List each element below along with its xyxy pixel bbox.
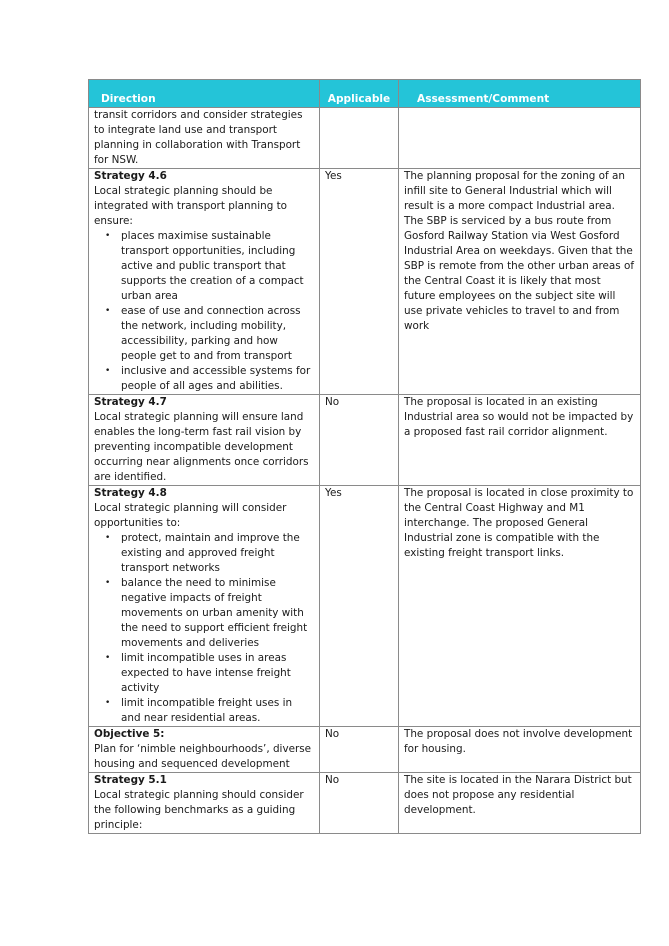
list-item-text: places maximise sustainable transport opportunities, including active and public transport that supports the creation of a compact urban area bbox=[121, 230, 304, 302]
list-item bbox=[105, 531, 314, 576]
strategy-intro: Local strategic planning will consider opportunities to: bbox=[94, 502, 287, 529]
strategy-title: Strategy 4.6 bbox=[94, 170, 167, 182]
comment-text: The planning proposal for the zoning of an infill site to General Industrial which will result is a more compact Industrial area. bbox=[404, 170, 625, 212]
comment-cell: The proposal is located in close proximity to the Central Coast Highway and M1 interchange. The proposed General Industrial zone is compatible with the existing freight transport links. bbox=[399, 486, 641, 727]
table-row bbox=[89, 773, 641, 834]
header-applicable: Applicable bbox=[320, 80, 399, 108]
objective-intro: Plan for ‘nimble neighbourhoods’, diverse housing and sequenced development bbox=[94, 743, 312, 770]
bullet-icon: • bbox=[105, 533, 111, 543]
list-item-text: limit incompatible uses in areas expected to have intense freight activity bbox=[121, 652, 291, 694]
applicable-cell: Yes bbox=[320, 486, 399, 727]
bullet-icon: • bbox=[105, 231, 111, 241]
applicable-cell: No bbox=[320, 773, 399, 834]
bullet-icon: • bbox=[105, 653, 111, 663]
bullet-icon: • bbox=[105, 366, 111, 376]
direction-text: transit corridors and consider strategies to integrate land use and transport planning in collaboration with Transport for NSW. bbox=[94, 109, 303, 166]
strategy-title: Strategy 4.8 bbox=[94, 487, 167, 499]
list-item bbox=[105, 304, 314, 364]
list-item bbox=[105, 229, 314, 304]
bullet-icon: • bbox=[105, 306, 111, 316]
list-item bbox=[105, 696, 314, 726]
strategy-title: Strategy 5.1 bbox=[94, 774, 167, 786]
objective-title: Objective 5: bbox=[94, 728, 165, 740]
applicable-cell: Yes bbox=[320, 169, 399, 395]
table-header-row bbox=[89, 80, 641, 108]
applicable-cell bbox=[320, 108, 399, 169]
list-item-text: protect, maintain and improve the existing and approved freight transport networks bbox=[121, 532, 300, 574]
list-item bbox=[105, 576, 314, 651]
direction-cell bbox=[89, 108, 320, 169]
list-item bbox=[105, 651, 314, 696]
comment-text-2: The SBP is serviced by a bus route from Gosford Railway Station via West Gosford Industrial Area on weekdays. Given that the SBP is remote from the other urban areas of the Central Coast it is likely that most future employees on the subject site will use private vehicles to travel to and from work bbox=[404, 215, 635, 332]
header-direction: Direction bbox=[89, 80, 320, 108]
list-item bbox=[105, 364, 314, 394]
applicable-cell: No bbox=[320, 727, 399, 773]
direction-cell bbox=[89, 727, 320, 773]
comment-cell: The site is located in the Narara District but does not propose any residential development. bbox=[399, 773, 641, 834]
assessment-table bbox=[88, 79, 641, 834]
comment-cell: The proposal is located in an existing Industrial area so would not be impacted by a proposed fast rail corridor alignment. bbox=[399, 395, 641, 486]
direction-cell bbox=[89, 486, 320, 727]
comment-cell bbox=[399, 108, 641, 169]
table-row bbox=[89, 727, 641, 773]
bullet-list bbox=[94, 531, 314, 726]
applicable-cell: No bbox=[320, 395, 399, 486]
strategy-intro: Local strategic planning should be integrated with transport planning to ensure: bbox=[94, 185, 288, 227]
list-item-text: limit incompatible freight uses in and near residential areas. bbox=[121, 697, 293, 724]
table-row bbox=[89, 395, 641, 486]
strategy-intro: Local strategic planning should consider the following benchmarks as a guiding principle: bbox=[94, 789, 304, 831]
direction-cell bbox=[89, 773, 320, 834]
bullet-list bbox=[94, 229, 314, 394]
comment-cell bbox=[399, 169, 641, 395]
strategy-title: Strategy 4.7 bbox=[94, 396, 167, 408]
list-item-text: inclusive and accessible systems for people of all ages and abilities. bbox=[121, 365, 311, 392]
comment-cell: The proposal does not involve development for housing. bbox=[399, 727, 641, 773]
table-row bbox=[89, 169, 641, 395]
table-row bbox=[89, 108, 641, 169]
strategy-intro: Local strategic planning will ensure land enables the long-term fast rail vision by preventing incompatible development occurring near alignments once corridors are identified. bbox=[94, 411, 309, 483]
header-assessment: Assessment/Comment bbox=[399, 80, 641, 108]
list-item-text: balance the need to minimise negative impacts of freight movements on urban amenity with the need to support efficient freight movements and deliveries bbox=[121, 577, 308, 649]
bullet-icon: • bbox=[105, 578, 111, 588]
direction-cell bbox=[89, 169, 320, 395]
direction-cell bbox=[89, 395, 320, 486]
table-row bbox=[89, 486, 641, 727]
bullet-icon: • bbox=[105, 698, 111, 708]
list-item-text: ease of use and connection across the network, including mobility, accessibility, parking and how people get to and from transport bbox=[121, 305, 301, 362]
